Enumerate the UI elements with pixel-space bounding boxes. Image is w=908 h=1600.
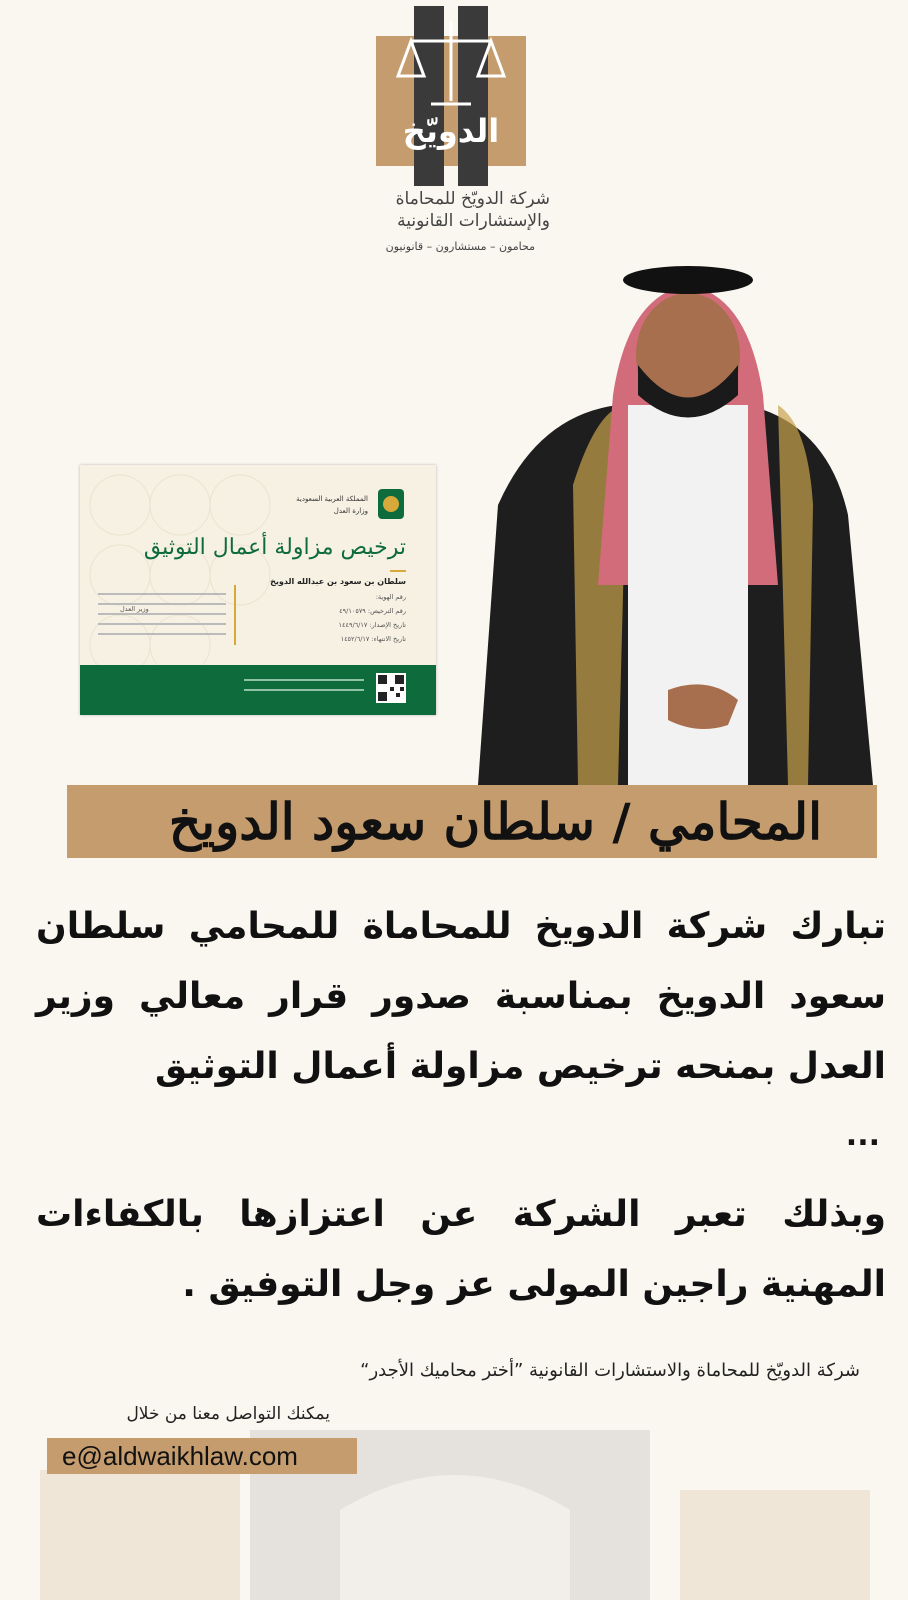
license-field-label: رقم الترخيص: — [367, 607, 406, 615]
license-field — [376, 593, 406, 601]
license-field-value: ١٤٥٢/٦/١٧ — [340, 635, 370, 643]
license-minister-title: وزير العدل — [120, 605, 149, 613]
license-footer-line — [244, 679, 364, 681]
qr-code-icon — [376, 673, 406, 703]
license-title: ترخيص مزاولة أعمال التوثيق — [143, 535, 406, 560]
license-field — [339, 607, 406, 615]
email-link[interactable]: e@aldwaikhlaw.com — [62, 1441, 298, 1471]
contact-label: يمكنك التواصل معنا من خلال — [126, 1404, 330, 1424]
license-text-line — [98, 603, 226, 605]
license-divider — [234, 585, 236, 645]
license-gold-accent — [390, 570, 406, 572]
company-tagline: شركة الدويّخ للمحاماة والاستشارات القانونية ”أختر محاميك الأجدر“ — [360, 1360, 860, 1381]
license-field-value: ٤٩/١٠٥٧٩ — [339, 607, 366, 615]
license-card — [80, 465, 436, 715]
license-text-line — [98, 613, 226, 615]
portrait-photo — [478, 255, 878, 785]
license-field — [339, 621, 407, 629]
license-field-value: ١٤٤٩/٦/١٧ — [338, 621, 368, 629]
license-text-line — [98, 593, 226, 595]
announcement-paragraph-1: تبارك شركة الدويخ للمحاماة للمحامي سلطان سعود الدويخ بمناسبة صدور قرار معالي وزير العدل بمنحه ترخيص مزاولة أعمال التوثيق — [36, 906, 886, 1087]
company-name — [330, 188, 550, 232]
license-field-label: رقم الهوية: — [375, 593, 406, 601]
name-banner: المحامي / سلطان سعود الدويخ — [168, 792, 822, 851]
license-footer-line — [244, 689, 364, 691]
license-ministry: وزارة العدل — [333, 507, 368, 515]
license-kingdom: المملكة العربية السعودية — [296, 495, 368, 503]
company-logo — [376, 6, 526, 186]
company-name-line2: والإستشارات القانونية — [397, 211, 550, 231]
license-text-line — [98, 633, 226, 635]
logo-wordmark: الدويّخ — [402, 112, 500, 150]
announcement-ellipsis: ... — [845, 1118, 880, 1153]
company-subtitle: محامون – مستشارون – قانونيون — [385, 240, 535, 253]
announcement-paragraph-2: وبذلك تعبر الشركة عن اعتزازها بالكفاءات المهنية راجين المولى عز وجل التوفيق . — [36, 1194, 886, 1305]
license-text-line — [98, 623, 226, 625]
license-field-label: تاريخ الإصدار: — [369, 621, 406, 629]
license-field-label: تاريخ الانتهاء: — [371, 635, 406, 643]
ministry-emblem-icon — [376, 487, 406, 521]
license-holder-name: سلطان بن سعود بن عبدالله الدويخ — [270, 577, 406, 586]
license-field — [341, 635, 406, 643]
company-name-line1: شركة الدويّخ للمحاماة — [395, 189, 550, 209]
